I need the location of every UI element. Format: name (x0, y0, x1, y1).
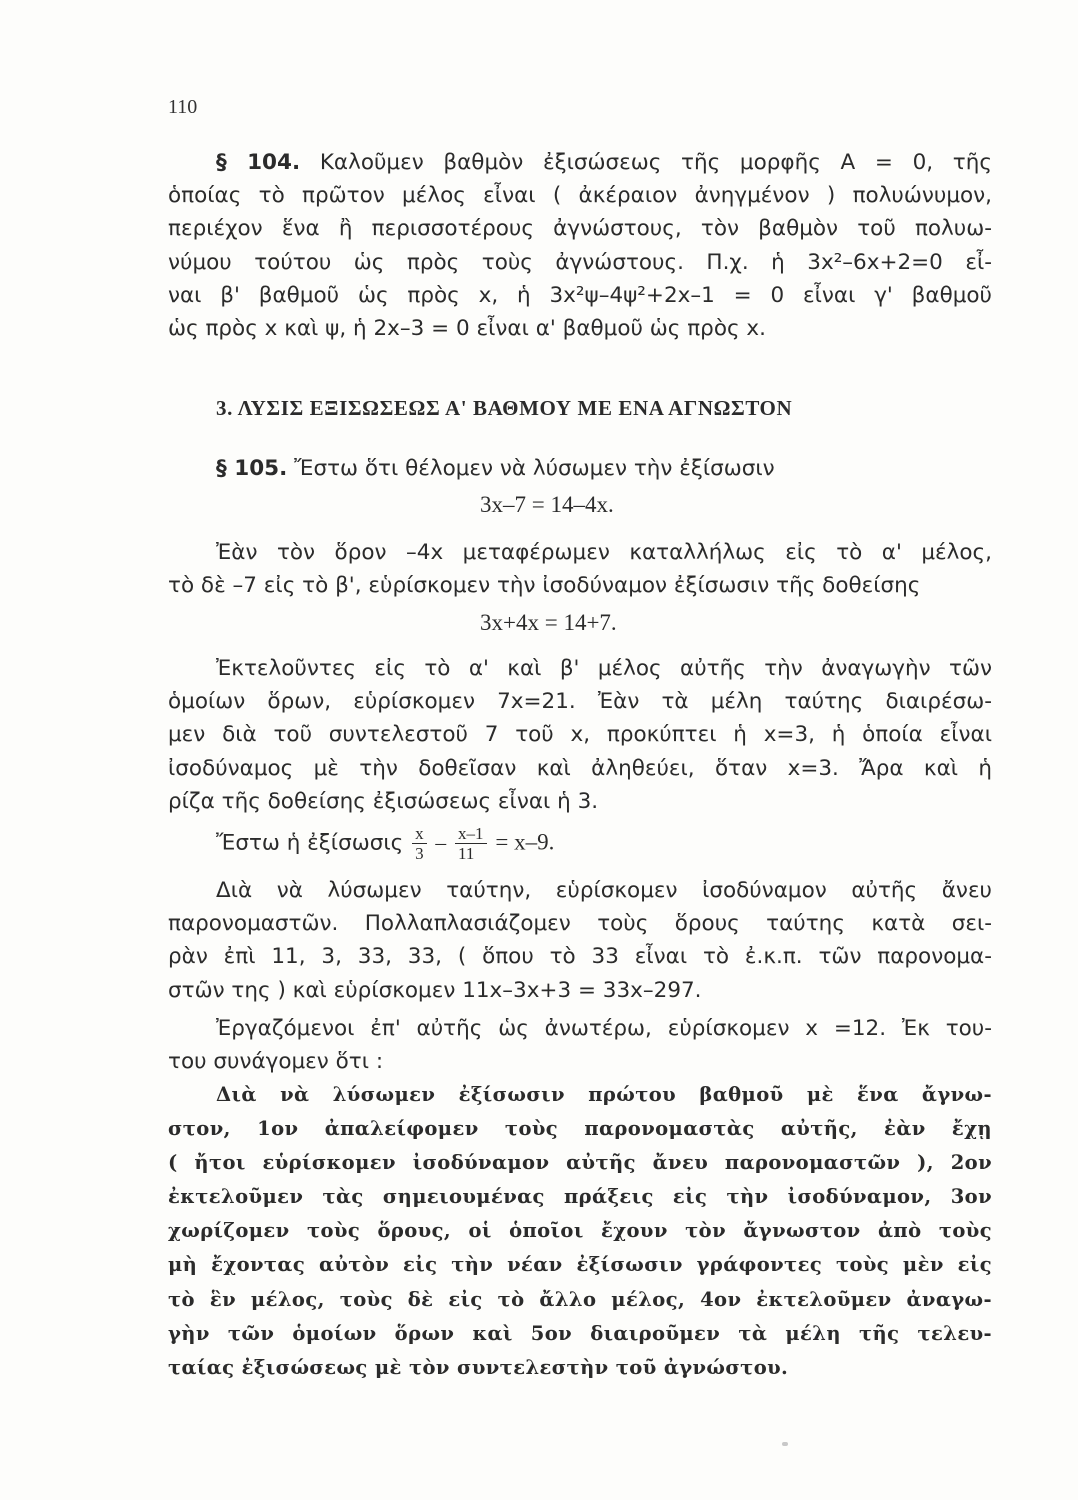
section-104-line-5: ναι β' βαθμοῦ ὡς πρὸς x, ἡ 3x²ψ–4ψ²+2x–1 = 0 εἶναι γ' βαθμοῦ (168, 282, 992, 308)
section-104-number: § 104. (216, 150, 301, 175)
fraction-x-minus-1-over-11: $\frac{x-1}{11}$ (455, 824, 487, 863)
equation-2: 3x+4x = 14+7. (480, 610, 617, 635)
section-heading: 3. ΛΥΣΙΣ ΕΞΙΣΩΣΕΩΣ Α' ΒΑΘΜΟΥ ΜΕ ΕΝΑ ΑΓΝΩΣΤΟΝ (216, 396, 793, 420)
fraction-x-over-3: $\frac{x}{3}$ (412, 824, 427, 863)
section-105-intro: § 105. Ἔστω ὅτι θέλομεν νὰ λύσωμεν τὴν ἐξίσωσιν (216, 456, 775, 481)
section-104-line-6: ὡς πρὸς x καὶ ψ, ἡ 2x–3 = 0 εἶναι α' βαθμοῦ ὡς πρὸς x. (168, 316, 766, 342)
paragraph-2: Ἐκτελοῦντες εἰς τὸ α' καὶ β' μέλος αὐτῆς τὴν ἀναγωγὴν τῶν ὁμοίων ὅρων, εὑρίσκομεν 7x=21. Ἐὰν τὰ μέλη ταύτης διαιρέσω- μεν διὰ τοῦ συντελεστοῦ 7 τοῦ x, προκύπτει ἡ x=3, ἡ ὁποία εἶναι ἰσοδύναμος μὲ τὴν δοθεῖσαν καὶ ἀληθεύει, ὅταν x=3. Ἄρα καὶ ἡ ρίζα τῆς δοθείσης ἐξισώσεως εἶναι ἡ 3. (168, 656, 992, 814)
section-104-line-1: § 104. Καλοῦμεν βαθμὸν ἐξισώσεως τῆς μορφῆς Α = 0, τῆς (216, 150, 992, 175)
equation-3-prefix: Ἔστω ἡ ἐξίσωσις (216, 830, 404, 856)
equation-3-line: Ἔστω ἡ ἐξίσωσις $\frac{x}{3}$ – $\frac{x-1}{11}$ = x–9. (216, 824, 555, 863)
equation-1: 3x–7 = 14–4x. (480, 492, 614, 517)
section-104 (168, 146, 992, 345)
paragraph-3: Διὰ νὰ λύσωμεν ταύτην, εὑρίσκομεν ἰσοδύναμον αὐτῆς ἄνευ παρονομαστῶν. Πολλαπλασιάζομεν τοὺς ὅρους ταύτης κατὰ σει- ρὰν ἐπὶ 11, 3, 33, 33, ( ὅπου τὸ 33 εἶναι τὸ ἐ.κ.π. τῶν παρονομα- στῶν της ) καὶ εὑρίσκομεν 11x–3x+3 = 33x–297. (168, 878, 992, 1003)
paragraph-1: Ἐὰν τὸν ὅρον –4x μεταφέρωμεν καταλλήλως εἰς τὸ α' μέλος, τὸ δὲ –7 εἰς τὸ β', εὑρίσκομεν τὴν ἰσοδύναμον ἐξίσωσιν τῆς δοθείσης (168, 540, 992, 599)
page-number: 110 (168, 96, 198, 118)
paragraph-4: Ἐργαζόμενοι ἐπ' αὐτῆς ὡς ἀνωτέρω, εὑρίσκομεν x =12. Ἐκ του- του συνάγομεν ὅτι : (168, 1016, 992, 1075)
rule-summary: Διὰ νὰ λύσωμεν ἐξίσωσιν πρώτου βαθμοῦ μὲ ἕνα ἄγνω- στον, 1ον ἀπαλείφομεν τοὺς παρονομαστὰς αὐτῆς, ἐὰν ἔχῃ ( ἤτοι εὑρίσκομεν ἰσοδύναμον αὐτῆς ἄνευ παρονομαστῶν ), 2ον ἐκτελοῦμεν τὰς σημειουμένας πράξεις εἰς τὴν ἰσοδύναμον, 3ον χωρίζομεν τοὺς ὅρους, οἱ ὁποῖοι ἔχουν τὸν ἄγνωστον ἀπὸ τοὺς μὴ ἔχοντας αὐτὸν εἰς τὴν νέαν ἐξίσωσιν γράφοντες τοὺς μὲν εἰς τὸ ἓν μέλος, τοὺς δὲ εἰς τὸ ἄλλο μέλος, 4ον ἐκτελοῦμεν ἀναγω- γὴν τῶν ὁμοίων ὅρων καὶ 5ον διαιροῦμεν τὰ μέλη τῆς τελευ- ταίας ἐξισώσεως μὲ τὸν συντελεστὴν τοῦ ἀγνώστου. (168, 1083, 992, 1379)
section-104-line-3: περιέχον ἕνα ἢ περισσοτέρους ἀγνώστους, τὸν βαθμὸν τοῦ πολυω- (168, 216, 992, 242)
section-104-line-2: ὁποίας τὸ πρῶτον μέλος εἶναι ( ἀκέραιον ἀνηγμένον ) πολυώνυμον, (168, 183, 992, 209)
paper-speck (782, 1442, 788, 1446)
section-105-number: § 105. (216, 456, 288, 481)
section-104-line-4: νύμου τούτου ὡς πρὸς τοὺς ἀγνώστους. Π.χ. ἡ 3x²–6x+2=0 εἶ- (168, 249, 992, 275)
